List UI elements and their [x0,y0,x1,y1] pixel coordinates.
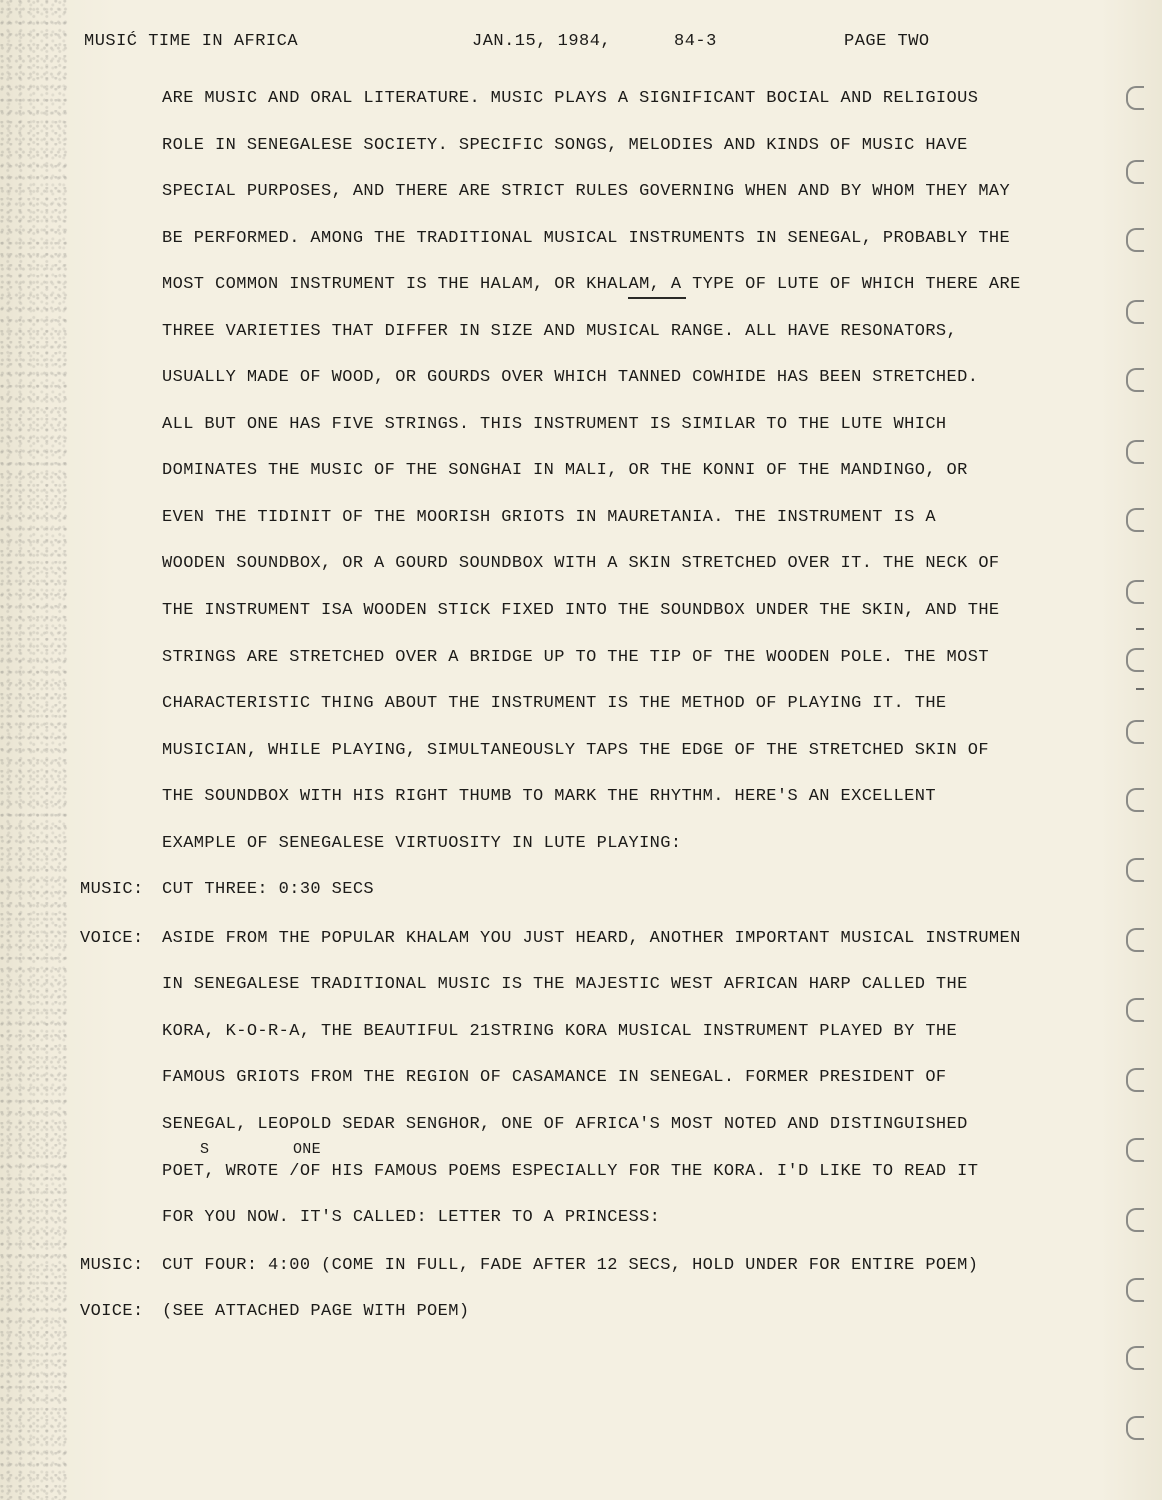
header-date: JAN.15, 1984, [472,32,612,51]
binder-hole [1126,440,1144,464]
binder-hole [1126,368,1144,392]
binder-hole [1126,1068,1144,1092]
text-line: EVEN THE TIDINIT OF THE MOORISH GRIOTS IN MAURETANIA. THE INSTRUMENT IS A [162,508,936,527]
text-line: THREE VARIETIES THAT DIFFER IN SIZE AND MUSICAL RANGE. ALL HAVE RESONATORS, [162,322,958,341]
handwritten-insert-s: S [200,1141,210,1158]
text-line: MOST COMMON INSTRUMENT IS THE HALAM, OR KHALAM, A TYPE OF LUTE OF WHICH THERE ARE [162,275,1021,294]
text-line: ARE MUSIC AND ORAL LITERATURE. MUSIC PLAYS A SIGNIFICANT BOCIAL AND RELIGIOUS [162,89,979,108]
text-line: CHARACTERISTIC THING ABOUT THE INSTRUMENT IS THE METHOD OF PLAYING IT. THE [162,694,947,713]
khalam-underline [628,297,686,299]
margin-mark [1136,688,1144,690]
cue-text: (SEE ATTACHED PAGE WITH POEM) [162,1302,470,1321]
cue-label: VOICE: [80,929,144,948]
binder-hole [1126,86,1144,110]
page-header [84,32,1084,58]
binder-hole [1126,720,1144,744]
cue-text: CUT THREE: 0:30 SECS [162,880,375,899]
binder-hole [1126,928,1144,952]
left-edge-stain [0,0,70,1500]
binder-hole [1126,300,1144,324]
text-line: SENEGAL, LEOPOLD SEDAR SENGHOR, ONE OF AFRICA'S MOST NOTED AND DISTINGUISHED [162,1115,968,1134]
handwritten-insert-one: ONE [293,1141,321,1158]
text-line: KORA, K-O-R-A, THE BEAUTIFUL 21STRING KORA MUSICAL INSTRUMENT PLAYED BY THE [162,1022,958,1041]
text-line: BE PERFORMED. AMONG THE TRADITIONAL MUSICAL INSTRUMENTS IN SENEGAL, PROBABLY THE [162,229,1011,248]
cue-label: MUSIC: [80,1256,144,1275]
binder-hole [1126,228,1144,252]
text-line: ASIDE FROM THE POPULAR KHALAM YOU JUST HEARD, ANOTHER IMPORTANT MUSICAL INSTRUMEN [162,929,1021,948]
text-line: THE SOUNDBOX WITH HIS RIGHT THUMB TO MARK THE RHYTHM. HERE'S AN EXCELLENT [162,787,936,806]
binder-hole [1126,648,1144,672]
binder-hole [1126,1138,1144,1162]
text-line: MUSICIAN, WHILE PLAYING, SIMULTANEOUSLY TAPS THE EDGE OF THE STRETCHED SKIN OF [162,741,989,760]
binder-hole [1126,788,1144,812]
text-line: IN SENEGALESE TRADITIONAL MUSIC IS THE MAJESTIC WEST AFRICAN HARP CALLED THE [162,975,968,994]
binder-hole [1126,580,1144,604]
text-line: EXAMPLE OF SENEGALESE VIRTUOSITY IN LUTE PLAYING: [162,834,682,853]
text-line: DOMINATES THE MUSIC OF THE SONGHAI IN MALI, OR THE KONNI OF THE MANDINGO, OR [162,461,968,480]
margin-mark [1136,628,1144,630]
cue-text: CUT FOUR: 4:00 (COME IN FULL, FADE AFTER 12 SECS, HOLD UNDER FOR ENTIRE POEM) [162,1256,979,1275]
text-line: FAMOUS GRIOTS FROM THE REGION OF CASAMANCE IN SENEGAL. FORMER PRESIDENT OF [162,1068,947,1087]
text-line: SPECIAL PURPOSES, AND THERE ARE STRICT RULES GOVERNING WHEN AND BY WHOM THEY MAY [162,182,1011,201]
binder-hole [1126,160,1144,184]
header-title: MUSIĆ TIME IN AFRICA [84,32,299,51]
binder-hole [1126,1278,1144,1302]
binder-hole [1126,998,1144,1022]
text-line: FOR YOU NOW. IT'S CALLED: LETTER TO A PRINCESS: [162,1208,661,1227]
binder-hole [1126,508,1144,532]
text-line: STRINGS ARE STRETCHED OVER A BRIDGE UP TO THE TIP OF THE WOODEN POLE. THE MOST [162,648,989,667]
binder-hole [1126,1346,1144,1370]
header-page-number: PAGE TWO [844,32,930,51]
text-line: POET, WROTE /OF HIS FAMOUS POEMS ESPECIALLY FOR THE KORA. I'D LIKE TO READ IT [162,1162,979,1181]
cue-label: MUSIC: [80,880,144,899]
text-line: ROLE IN SENEGALESE SOCIETY. SPECIFIC SONGS, MELODIES AND KINDS OF MUSIC HAVE [162,136,968,155]
binder-hole [1126,858,1144,882]
binder-holes [1122,0,1162,1500]
binder-hole [1126,1208,1144,1232]
text-line: THE INSTRUMENT ISA WOODEN STICK FIXED INTO THE SOUNDBOX UNDER THE SKIN, AND THE [162,601,1000,620]
text-line: WOODEN SOUNDBOX, OR A GOURD SOUNDBOX WITH A SKIN STRETCHED OVER IT. THE NECK OF [162,554,1000,573]
binder-hole [1126,1416,1144,1440]
cue-label: VOICE: [80,1302,144,1321]
text-line: USUALLY MADE OF WOOD, OR GOURDS OVER WHICH TANNED COWHIDE HAS BEEN STRETCHED. [162,368,979,387]
text-line: ALL BUT ONE HAS FIVE STRINGS. THIS INSTRUMENT IS SIMILAR TO THE LUTE WHICH [162,415,947,434]
header-code: 84-3 [674,32,717,51]
